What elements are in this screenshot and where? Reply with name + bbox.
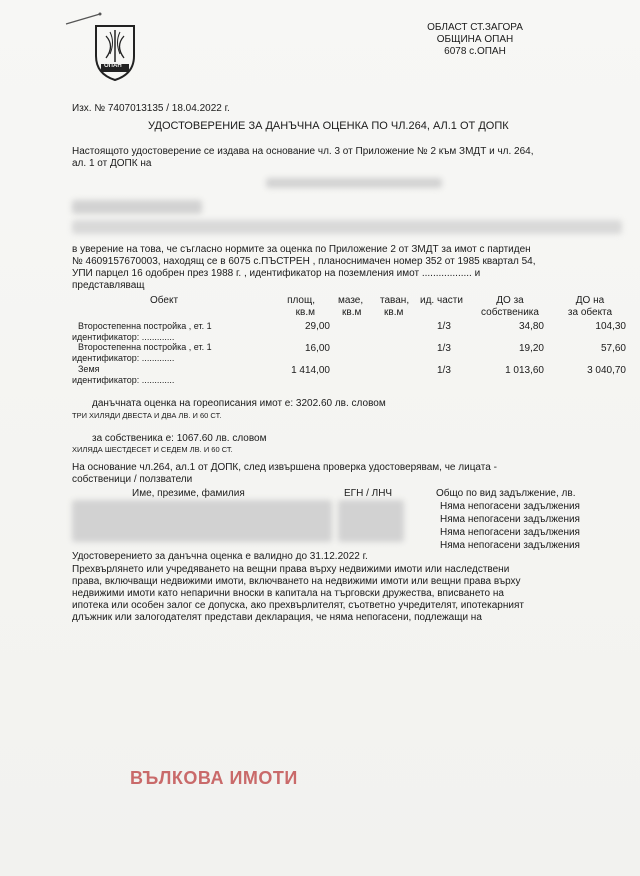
row-3-owner: 1 013,60 — [505, 365, 544, 376]
col-owner-2: собственика — [481, 307, 539, 318]
closing-line-2: права, включващи недвижими имоти, включването на недвижими имоти или вещни права върху — [72, 576, 521, 587]
redacted-owner — [72, 200, 202, 214]
row-2-parts: 1/3 — [437, 343, 451, 354]
debt-status-4: Няма непогасени задължения — [440, 540, 580, 551]
debt-status-3: Няма непогасени задължения — [440, 527, 580, 538]
row-1-owner: 34,80 — [518, 321, 544, 332]
closing-line-5: длъжник или залогодателят представи декларация, че няма непогасени, подлежащи на — [72, 612, 482, 623]
document-title: УДОСТОВЕРЕНИЕ ЗА ДАНЪЧНА ОЦЕНКА ПО ЧЛ.264, АЛ.1 ОТ ДОПК — [148, 120, 509, 132]
validity-line: Удостоверението за данъчна оценка е валидно до 31.12.2022 г. — [72, 551, 368, 562]
address-label: 6078 с.ОПАН — [444, 46, 506, 57]
intro-line-2: ал. 1 от ДОПК на — [72, 158, 152, 169]
col-area-2: кв.м — [295, 307, 315, 318]
col-area-1: площ, — [287, 295, 315, 306]
row-1-ident: идентификатор: ............. — [72, 332, 175, 342]
col-parts: ид. части — [420, 295, 463, 306]
row-3-parts: 1/3 — [437, 365, 451, 376]
closing-line-3: недвижими имоти като непарични вноски в капитала на търговски дружества, вписването на — [72, 588, 504, 599]
row-2-area: 16,00 — [304, 343, 330, 354]
closing-line-4: ипотека или особен залог се допуска, ако прехвърлителят, съответно учредителят, ипотекарният — [72, 600, 524, 611]
logo-text: ОПАН — [104, 63, 122, 69]
municipality-label: ОБЩИНА ОПАН — [436, 34, 514, 45]
row-3-ident: идентификатор: ............. — [72, 375, 175, 385]
row-3-area: 1 414,00 — [291, 365, 330, 376]
agency-watermark: ВЪЛКОВА ИМОТИ — [130, 768, 298, 788]
total-words: ТРИ ХИЛЯДИ ДВЕСТА И ДВА ЛВ. И 60 СТ. — [72, 411, 222, 420]
body-line-3: УПИ парцел 16 одобрен през 1988 г. , идентификатор на поземления имот .................. и — [72, 268, 481, 279]
body-line-1: в уверение на това, че съгласно нормите за оценка по Приложение 2 от ЗМДТ за имот с партиден — [72, 244, 531, 255]
intro-line-1: Настоящото удостоверение се издава на основание чл. 3 от Приложение № 2 към ЗМДТ и чл. 264, — [72, 146, 534, 157]
document-ref: Изх. № 7407013135 / 18.04.2022 г. — [72, 103, 230, 114]
col-object: Обект — [150, 295, 179, 306]
row-1-name: Второстепенна постройка , ет. 1 — [78, 321, 212, 331]
col-person-egn: ЕГН / ЛНЧ — [344, 488, 393, 499]
col-object-value-1: ДО на — [575, 295, 605, 306]
col-person-debt: Общо по вид задължение, лв. — [436, 488, 576, 499]
col-object-value-2: за обекта — [567, 307, 613, 318]
col-attic-2: кв.м — [384, 307, 404, 318]
owner-total-words: ХИЛЯДА ШЕСТДЕСЕТ И СЕДЕМ ЛВ. И 60 СТ. — [72, 445, 233, 454]
owner-total-line: за собственика е: 1067.60 лв. словом — [92, 433, 267, 444]
persons-intro-1: На основание чл.264, ал.1 от ДОПК, след извършена проверка удостоверявам, че лицата - — [72, 462, 497, 473]
total-line: данъчната оценка на гореописания имот е: 3202.60 лв. словом — [92, 398, 386, 409]
redacted-persons — [72, 500, 332, 542]
row-1-parts: 1/3 — [437, 321, 451, 332]
col-owner-1: ДО за — [496, 295, 524, 306]
debt-status-1: Няма непогасени задължения — [440, 501, 580, 512]
row-2-object: 57,60 — [600, 343, 626, 354]
region-label: ОБЛАСТ СТ.ЗАГОРА — [427, 22, 523, 33]
row-1-object: 104,30 — [595, 321, 626, 332]
col-mezz-1: мазе, — [338, 295, 364, 306]
issuer-block — [400, 22, 550, 58]
body-line-4: представляващ — [72, 280, 145, 291]
redacted-egn — [338, 500, 404, 542]
debt-status-2: Няма непогасени задължения — [440, 514, 580, 525]
body-line-2: № 4609157670003, находящ се в 6075 с.ПЪСТРЕН , планоснимачен номер 352 от 1985 квартал 54, — [72, 256, 536, 267]
closing-line-1: Прехвърлянето или учредяването на вещни права върху недвижими имоти или наследствени — [72, 564, 510, 575]
redacted-owner-line — [72, 220, 622, 234]
municipality-crest-icon — [92, 22, 138, 82]
row-2-name: Второстепенна постройка , ет. 1 — [78, 342, 212, 352]
persons-intro-2: собственици / ползватели — [72, 474, 193, 485]
row-2-owner: 19,20 — [518, 343, 544, 354]
row-2-ident: идентификатор: ............. — [72, 353, 175, 363]
row-3-object: 3 040,70 — [587, 365, 626, 376]
col-mezz-2: кв.м — [342, 307, 362, 318]
col-person-name: Име, презиме, фамилия — [132, 488, 245, 499]
col-attic-1: таван, — [380, 295, 410, 306]
redacted-name — [266, 178, 442, 188]
row-1-area: 29,00 — [304, 321, 330, 332]
row-3-name: Земя — [78, 364, 100, 374]
